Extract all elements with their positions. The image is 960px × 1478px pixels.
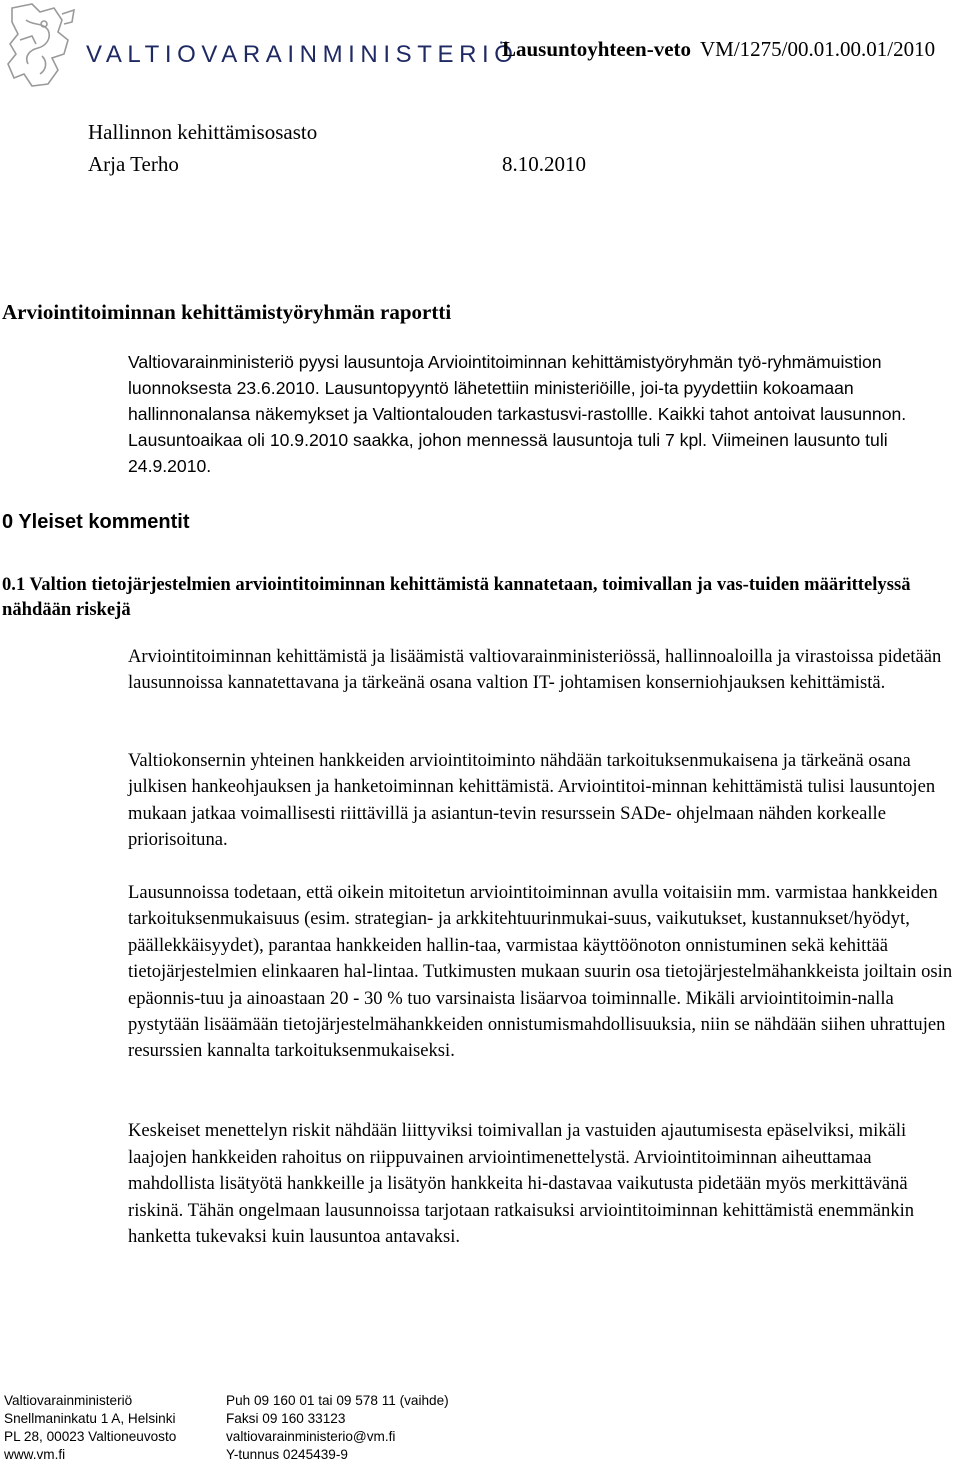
footer-street: Snellmaninkatu 1 A, Helsinki (4, 1411, 176, 1426)
body-paragraph-4: Keskeiset menettelyn riskit nähdään liittyviksi toimivallan ja vastuiden ajautumisesta epäselviksi, mikäli laajojen hankkeiden rahoitus on riippuvainen arviointimenettelystä. Arviointitoiminnan aiheuttamaa mahdollista lisätyötä hankkeille ja lisätyön hankkeita hi-dastavaa vaikutusta pidetään myös merkittävänä riskinä. Tähän ongelmaan lausunnoissa tarjotaan ratkaisuksi arviointitoiminnan kehittämistä enemmänkin hanketta tukevaksi kuin lausuntoa antavaksi. (128, 1120, 915, 1248)
document-date: 8.10.2010 (502, 152, 586, 176)
ministry-name: VALTIOVARAINMINISTERIÖ (86, 41, 519, 68)
document-type: Lausuntoyhteen-veto (502, 37, 692, 61)
page-title: Arviointitoiminnan kehittämistyöryhmän raportti (2, 300, 452, 324)
intro-paragraph: Valtiovarainministeriö pyysi lausuntoja Arviointitoiminnan kehittämistyöryhmän työ-ryhmämuistion luonnoksesta 23.6.2010. Lausuntopyyntö lähetettiin ministeriöille, joi-ta pyydettiin kokoamaan hallinnonalansa näkemykset ja Valtiontalouden tarkastusvi-rastollle. Kaikki tahot antoivat lausunnon. Lausuntoaikaa oli 10.9.2010 saakka, johon mennessä lausuntoja tuli 7 kpl. Viimeinen lausunto tuli 24.9.2010. (128, 352, 907, 476)
document-reference: VM/1275/00.01.00.01/2010 (700, 37, 936, 61)
footer-postbox: PL 28, 00023 Valtioneuvosto (4, 1429, 177, 1444)
department: Hallinnon kehittämisosasto (88, 120, 318, 144)
author: Arja Terho (88, 152, 179, 176)
sub-heading: 0.1 Valtion tietojärjestelmien arviointitoiminnan kehittämistä kannatetaan, toimivallan ja vas-tuiden määrittelyssä nähdään riskejä (2, 574, 911, 620)
body-paragraph-3: Lausunnoissa todetaan, että oikein mitoitetun arviointitoiminnan avulla voitaisiin mm. varmistaa hankkeiden tarkoituksenmukaisuus (esim. strategian- ja arkkitehtuurinmukai-suus, vaikutukset, kustannukset/hyödyt, päällekkäisyydet), parantaa hankkeiden hallin-taa, varmistaa käyttöönoton onnistuminen sekä kehittää tietojärjestelmien elinkaaren hal-lintaa. Tutkimusten mukaan suurin osa tietojärjestelmähankkeista joiltain osin epäonnis-tuu ja ainoastaan 20 - 30 % tuo varsinaista lisäarvoa toiminnalle. Mikäli arviointitoimin-nalla pystytään lisäämään tietojärjestelmähankkeiden onnistumismahdollisuuksia, niin se nähdään siihen uhrattujen resurssien kannalta tarkoituksenmukaiseksi. (128, 882, 953, 1062)
footer-ministry: Valtiovarainministeriö (4, 1393, 133, 1408)
lion-coat-of-arms-icon (2, 0, 80, 92)
section-heading: 0 Yleiset kommentit (2, 511, 190, 533)
footer-phone: Puh 09 160 01 tai 09 578 11 (vaihde) (226, 1393, 449, 1408)
footer-business-id: Y-tunnus 0245439-9 (226, 1447, 348, 1462)
body-paragraph-2: Valtiokonsernin yhteinen hankkeiden arviointitoiminto nähdään tarkoituksenmukaisena ja tärkeänä osana julkisen hankeohjauksen ja hanketoiminnan kehittämistä. Arviointitoi-minnan kehittämistä tulisi lausuntojen mukaan jatkaa voimallisesti riittävillä ja asiantun-tevin resurssein SADe- ohjelmaan nähden korkealle priorisoituna. (128, 750, 936, 851)
footer-website-link[interactable]: www.vm.fi (4, 1447, 66, 1462)
body-paragraph-1: Arviointitoiminnan kehittämistä ja lisäämistä valtiovarainministeriössä, hallinnoaloilla ja virastoissa pidetään lausunnoissa kannatettavana ja tärkeänä osana valtion IT- johtamisen konserniohjauksen kehittämistä. (128, 646, 942, 694)
footer-fax: Faksi 09 160 33123 (226, 1411, 346, 1426)
footer-contact (226, 1392, 449, 1464)
footer-address (4, 1392, 176, 1464)
footer-email-link[interactable]: valtiovarainministerio@vm.fi (226, 1429, 396, 1444)
